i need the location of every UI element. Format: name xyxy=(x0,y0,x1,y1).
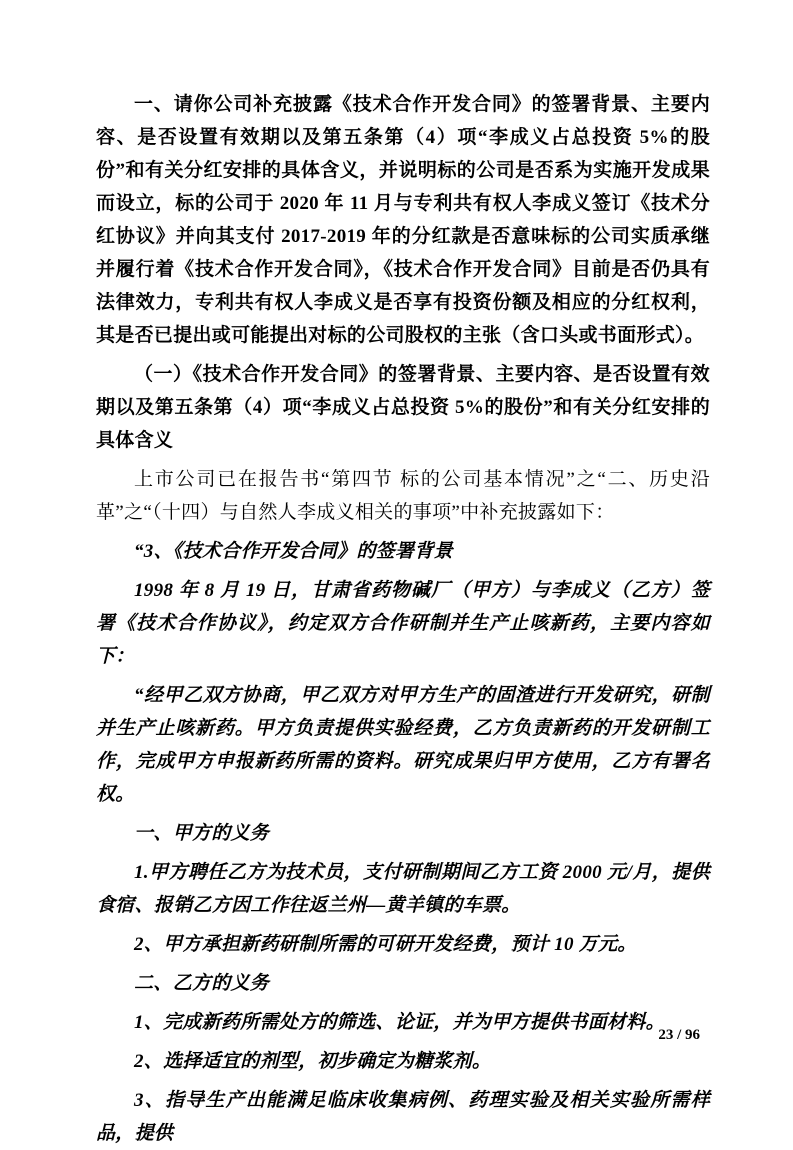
paragraph-party-a-obligation-2: 2、甲方承担新药研制所需的可研开发经费，预计 10 万元。 xyxy=(134,934,637,955)
paragraph-signing-background: 1998 年 8 月 19 日，甘肃省药物碱厂（甲方）与李成义（乙方）签署《技术合作协议》，约定双方合作研制并生产止咳新药，主要内容如下： xyxy=(96,580,710,667)
paragraph-disclosure-intro: 上市公司已在报告书“第四节 标的公司基本情况”之“二、历史沿革”之“（十四）与自然人李成义相关的事项”中补充披露如下： xyxy=(96,469,710,523)
paragraph-party-b-obligations-heading: 二、乙方的义务 xyxy=(134,973,270,994)
paragraph-agreement-summary: “经甲乙双方协商，甲乙双方对甲方生产的固渣进行开发研究，研制并生产止咳新药。甲方负责提供实验经费，乙方负责新药的开发研制工作，完成甲方申报新药所需的资料。研究成果归甲方使用，乙方有署名权。 xyxy=(96,685,710,805)
paragraph-inquiry-question: 一、请你公司补充披露《技术合作开发合同》的签署背景、主要内容、是否设置有效期以及第五条第（4）项“李成义占总投资 5%的股份”和有关分红安排的具体含义，并说明标的公司是否系为实施开发成果而设立，标的公司于 2020 年 11 月与专利共有权人李成义签订《技术分红协议》并向其支付 2017-2019 年的分红款是否意味标的公司实质承继并履行着《技术合作开发合同》，《技术合作开发合同》目前是否仍具有法律效力，专利共有权人李成义是否享有投资份额及相应的分红权利，其是否已提出或可能提出对标的公司股权的主张（含口头或书面形式）。 xyxy=(96,94,710,346)
paragraph-party-b-obligation-3: 3、指导生产出能满足临床收集病例、药理实验及相关实验所需样品，提供 xyxy=(96,1090,710,1144)
paragraph-party-a-obligation-1: 1.甲方聘任乙方为技术员，支付研制期间乙方工资 2000 元/月，提供食宿、报销乙方因工作往返兰州—黄羊镇的车票。 xyxy=(96,862,710,916)
page-number: 23 / 96 xyxy=(658,1027,700,1043)
paragraph-party-b-obligation-1: 1、完成新药所需处方的筛选、论证，并为甲方提供书面材料。 xyxy=(134,1012,665,1033)
paragraph-subsection-heading: （一）《技术合作开发合同》的签署背景、主要内容、是否设置有效期以及第五条第（4）项“李成义占总投资 5%的股份”和有关分红安排的具体含义 xyxy=(96,364,710,451)
paragraph-party-b-obligation-2: 2、选择适宜的剂型，初步确定为糖浆剂。 xyxy=(134,1051,492,1072)
paragraph-disclosure-heading: “3、《技术合作开发合同》的签署背景 xyxy=(134,541,453,562)
paragraph-party-a-obligations-heading: 一、甲方的义务 xyxy=(134,823,270,844)
document-body xyxy=(96,88,710,1150)
